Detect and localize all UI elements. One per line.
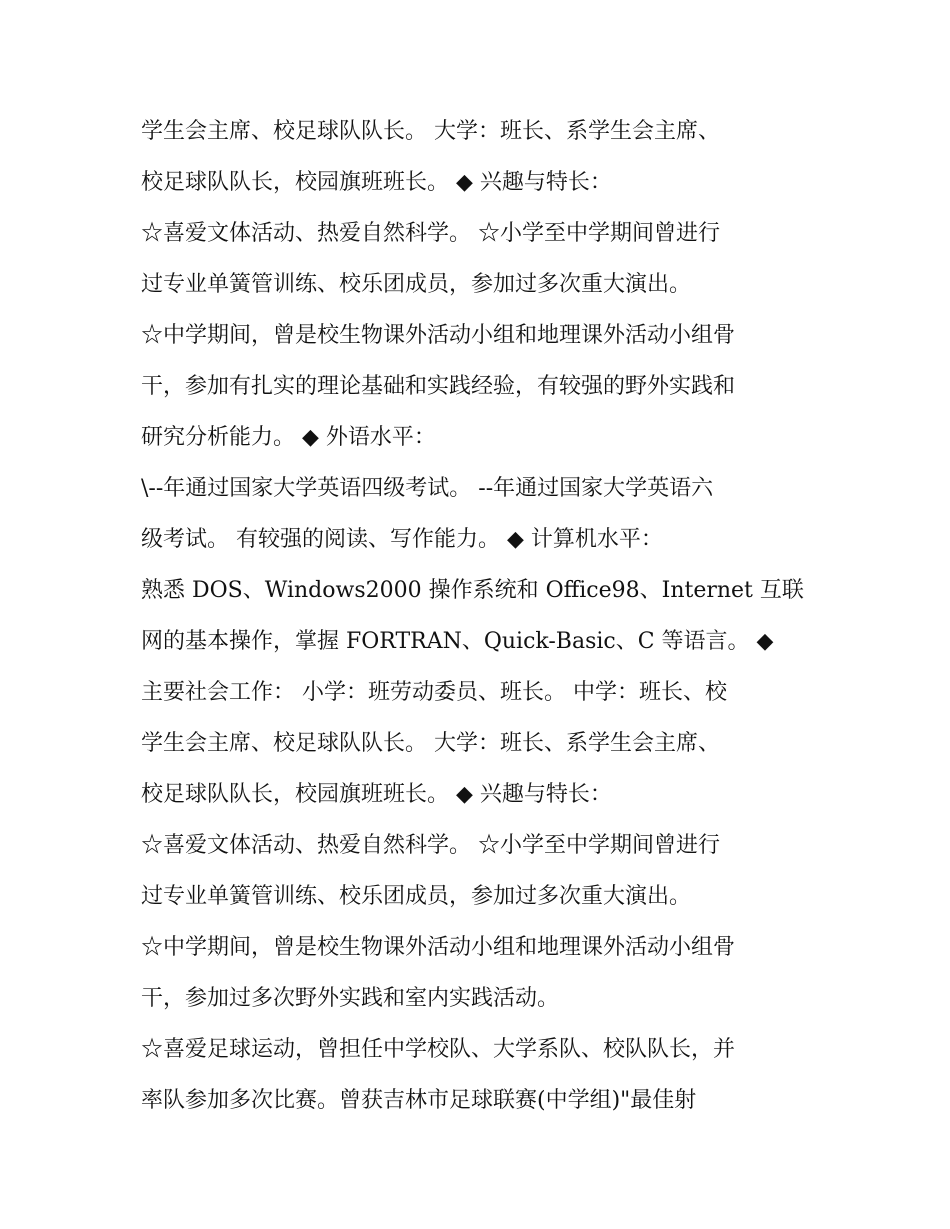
text-line: 过专业单簧管训练、校乐团成员，参加过多次重大演出。 <box>141 272 692 297</box>
text-line: 校足球队队长，校园旗班班长。 ◆ 兴趣与特长： <box>141 782 612 807</box>
text-line: ☆喜爱文体活动、热爱自然科学。 ☆小学至中学期间曾进行 <box>141 833 720 858</box>
text-line: 校足球队队长，校园旗班班长。 ◆ 兴趣与特长： <box>141 170 612 195</box>
text-line: 主要社会工作： 小学：班劳动委员、班长。 中学：班长、校 <box>141 680 727 705</box>
text-line: ☆中学期间，曾是校生物课外活动小组和地理课外活动小组骨 <box>141 935 736 960</box>
text-line: \--年通过国家大学英语四级考试。 --年通过国家大学英语六 <box>141 476 714 501</box>
text-line: 熟悉 DOS、Windows2000 操作系统和 Office98、Internet 互联 <box>141 578 804 603</box>
text-line: 过专业单簧管训练、校乐团成员，参加过多次重大演出。 <box>141 884 692 909</box>
document-body <box>141 106 841 1126</box>
text-line: 干，参加过多次野外实践和室内实践活动。 <box>141 986 560 1011</box>
text-line: ☆喜爱文体活动、热爱自然科学。 ☆小学至中学期间曾进行 <box>141 221 720 246</box>
text-line: 率队参加多次比赛。曾获吉林市足球联赛(中学组)"最佳射 <box>141 1088 697 1113</box>
text-line: 干，参加有扎实的理论基础和实践经验，有较强的野外实践和 <box>141 374 736 399</box>
text-line: 级考试。 有较强的阅读、写作能力。 ◆ 计算机水平： <box>141 527 663 552</box>
text-line: 学生会主席、校足球队队长。 大学：班长、系学生会主席、 <box>141 119 720 144</box>
text-line: ☆喜爱足球运动，曾担任中学校队、大学系队、校队队长，并 <box>141 1037 736 1062</box>
text-line: 学生会主席、校足球队队长。 大学：班长、系学生会主席、 <box>141 731 720 756</box>
text-line: 网的基本操作，掌握 FORTRAN、Quick-Basic、C 等语言。 ◆ <box>141 629 774 654</box>
text-line: ☆中学期间，曾是校生物课外活动小组和地理课外活动小组骨 <box>141 323 736 348</box>
text-line: 研究分析能力。 ◆ 外语水平： <box>141 425 436 450</box>
